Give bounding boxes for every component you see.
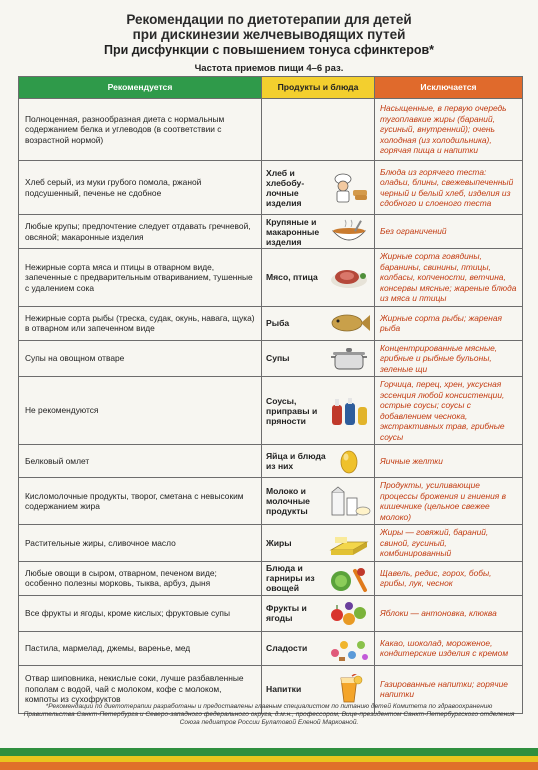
footer-stripe-orange — [0, 762, 538, 770]
table-row — [19, 215, 523, 249]
product-cell-content — [262, 445, 374, 477]
product-label: Мясо, птица — [266, 272, 318, 283]
table-row — [19, 561, 523, 595]
milk-icon — [327, 486, 371, 516]
chef-icon — [327, 173, 371, 203]
product-cell — [262, 478, 375, 525]
juice-glass-icon — [327, 674, 371, 704]
table-row — [19, 161, 523, 215]
table-row — [19, 478, 523, 525]
table-row — [19, 525, 523, 562]
meat-icon — [327, 262, 371, 292]
product-cell — [262, 377, 375, 445]
product-label: Рыба — [266, 318, 290, 328]
recommended-cell: Не рекомендуются — [19, 377, 262, 445]
excluded-cell: Концентрированные мясные, грибные и рыбные бульоны, зеленые щи — [375, 340, 523, 377]
product-cell — [262, 99, 375, 161]
subtitle: При дисфункции с повышением тонуса сфинктеров* — [103, 43, 435, 57]
excluded-cell: Насыщенные, в первую очередь тугоплавкие жиры (бараний, гусиный, внутренний); очень холодная (из холодильника), горячая пища и напитки — [375, 99, 523, 161]
excluded-cell: Блюда из горячего теста: оладьи, блины, свежевыпеченный черный и белый хлеб, изделия из сдобного и слоеного теста — [375, 161, 523, 215]
product-label: Соусы, приправы и пряности — [266, 395, 318, 426]
product-cell — [262, 306, 375, 340]
product-cell-content — [262, 673, 374, 705]
excluded-cell: Горчица, перец, хрен, уксусная эссенция любой консистенции, острые соусы; соусы с добавлением чеснока, экстрактивных трав, грибные соусы — [375, 377, 523, 445]
excluded-cell: Жиры — говяжий, бараний, свиной, гусиный, комбинированный — [375, 525, 523, 562]
vegetables-icon — [327, 563, 371, 593]
product-cell-content — [262, 485, 374, 517]
product-label: Супы — [266, 353, 290, 364]
product-label: Яйца и блюда из них — [266, 451, 326, 471]
egg-icon — [327, 446, 371, 476]
recommended-cell: Нежирные сорта рыбы (треска, судак, окунь, навага, щука) в отварном или запеченном виде — [19, 306, 262, 340]
product-cell-content — [262, 307, 374, 339]
recommended-cell: Белковый омлет — [19, 445, 262, 478]
product-cell-content — [262, 261, 374, 293]
product-cell-content — [262, 632, 374, 664]
diet-table — [18, 76, 523, 714]
column-header-products: Продукты и блюда — [262, 77, 375, 99]
product-cell-content — [262, 597, 374, 629]
excluded-cell: Какао, шоколад, мороженое, кондитерские изделия с кремом — [375, 631, 523, 665]
title-line-1: Рекомендации по диетотерапии для детей — [126, 12, 412, 27]
recommended-cell: Растительные жиры, сливочное масло — [19, 525, 262, 562]
table-row — [19, 340, 523, 377]
product-label: Сладости — [266, 643, 308, 653]
product-cell-content — [262, 342, 374, 374]
butter-icon — [327, 528, 371, 558]
product-cell — [262, 525, 375, 562]
product-label: Крупяные и макаронные изделия — [266, 216, 320, 247]
column-header-recommended: Рекомендуется — [19, 77, 262, 99]
product-label: Жиры — [266, 537, 292, 548]
product-cell-content — [262, 562, 374, 594]
excluded-cell: Жирные сорта говядины, баранины, свинины, птицы, колбасы, копчености, ветчина, консервы мясные; жареные блюда из мяса и птицы — [375, 249, 523, 307]
excluded-cell: Газированные напитки; горячие напитки — [375, 665, 523, 713]
sauce-bottles-icon — [327, 396, 371, 426]
fish-icon — [327, 308, 371, 338]
table-row — [19, 99, 523, 161]
table-row — [19, 306, 523, 340]
recommended-cell: Кисломолочные продукты, творог, сметана с невысоким содержанием жира — [19, 478, 262, 525]
fruits-icon — [327, 598, 371, 628]
excluded-cell: Яблоки — антоновка, клюква — [375, 595, 523, 631]
table-row — [19, 377, 523, 445]
column-header-excluded: Исключается — [375, 77, 523, 99]
document-header — [0, 0, 538, 78]
product-cell — [262, 595, 375, 631]
recommended-cell: Любые крупы; предпочтение следует отдавать гречневой, овсяной; макаронные изделия — [19, 215, 262, 249]
excluded-cell: Жирные сорта рыбы; жареная рыба — [375, 306, 523, 340]
product-cell — [262, 161, 375, 215]
product-cell — [262, 340, 375, 377]
sweets-icon — [327, 633, 371, 663]
table-row — [19, 249, 523, 307]
product-cell-content — [262, 395, 374, 427]
excluded-cell: Продукты, усиливающие процессы брожения и гниения в кишечнике (цельное свежее молоко) — [375, 478, 523, 525]
table-body — [19, 99, 523, 714]
product-label: Напитки — [266, 684, 302, 694]
excluded-cell: Яичные желтки — [375, 445, 523, 478]
product-label: Хлеб и хлебобу-лочные изделия — [266, 167, 305, 208]
product-label: Блюда и гарниры из овощей — [266, 563, 315, 593]
table-row — [19, 631, 523, 665]
product-cell — [262, 215, 375, 249]
product-cell-content — [262, 527, 374, 559]
product-cell — [262, 561, 375, 595]
recommended-cell: Отвар шиповника, некислые соки, лучше разбавленные пополам с водой, чай с молоком, кофе с молоком, компоты из сухофруктов — [19, 665, 262, 713]
product-cell-content — [262, 167, 374, 209]
table-header-row — [19, 77, 523, 99]
footnote: *Рекомендации по диетотерапии разработаны и предоставлены главным специалистом по питанию детей Комитета по здравоохранению Правительства Санкт-Петербурга и Северо-западного федерального округа, д.м.н., профессором, Вице-президентом Санкт-Петербургского отделения Союза педиатров России Булатовой Еленой Марковной. — [23, 703, 515, 726]
footer-stripe-green — [0, 748, 538, 756]
excluded-cell: Без ограничений — [375, 215, 523, 249]
meal-frequency: Частота приемов пищи 4–6 раз. — [194, 63, 344, 74]
product-label: Молоко и молочные продукты — [266, 486, 310, 516]
recommended-cell: Полноценная, разнообразная диета с нормальным содержанием белка и углеводов (в соответствии с возрастной нормой) — [19, 99, 262, 161]
product-cell — [262, 631, 375, 665]
recommended-cell: Пастила, мармелад, джемы, варенье, мед — [19, 631, 262, 665]
product-label: Фрукты и ягоды — [266, 603, 307, 623]
recommended-cell: Хлеб серый, из муки грубого помола, ржаной подсушенный, печенье не сдобное — [19, 161, 262, 215]
recommended-cell: Нежирные сорта мяса и птицы в отварном виде, запеченные с предварительным отвариванием, тушенные с удалением сока — [19, 249, 262, 307]
table-row — [19, 595, 523, 631]
title-line-2: при дискинезии желчевыводящих путей — [132, 27, 406, 42]
product-cell-content — [262, 129, 374, 131]
table-row — [19, 445, 523, 478]
pot-icon — [327, 343, 371, 373]
product-cell — [262, 445, 375, 478]
excluded-cell: Щавель, редис, горох, бобы, грибы, лук, чеснок — [375, 561, 523, 595]
recommended-cell: Любые овощи в сыром, отварном, печеном виде; особенно полезны морковь, тыква, арбуз, дыня — [19, 561, 262, 595]
product-cell — [262, 249, 375, 307]
product-cell-content — [262, 216, 374, 248]
recommended-cell: Все фрукты и ягоды, кроме кислых; фруктовые супы — [19, 595, 262, 631]
soup-bowl-icon — [327, 217, 371, 247]
recommended-cell: Супы на овощном отваре — [19, 340, 262, 377]
